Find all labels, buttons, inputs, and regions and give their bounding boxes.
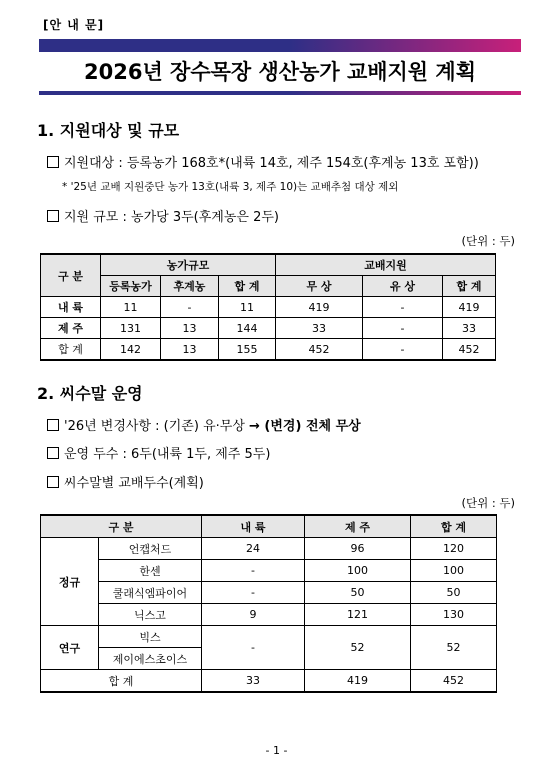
unit-label-1: (단위 : 두)	[461, 234, 515, 248]
subheader: 유 상	[363, 276, 443, 297]
support-scale-text: 지원 규모 : 농가당 3두(후계농은 2두)	[64, 210, 279, 225]
table-cell: 155	[219, 339, 276, 361]
table-cell: 452	[276, 339, 363, 361]
page-number: - 1 -	[265, 744, 288, 757]
header-jeju: 제 주	[305, 515, 411, 538]
table-row	[41, 560, 497, 582]
stallion-name: 쿨래식엠파이어	[99, 582, 202, 604]
table-cell: -	[161, 297, 219, 318]
support-target-text: 지원대상 : 등록농가 168호*(내륙 14호, 제주 154호(후계농 13호 포함))	[64, 156, 479, 171]
table-cell: 50	[411, 582, 497, 604]
table-cell: -	[202, 560, 305, 582]
plan-line	[47, 472, 204, 491]
header-division: 구 분	[41, 515, 202, 538]
operating-count-text: 운영 두수 : 6두(내륙 1두, 제주 5두)	[64, 447, 271, 462]
table-cell: 100	[411, 560, 497, 582]
unit-label-2: (단위 : 두)	[461, 496, 515, 510]
table-cell: -	[363, 318, 443, 339]
checkbox-square-icon	[47, 210, 59, 222]
table-cell: 33	[276, 318, 363, 339]
stallion-name: 한센	[99, 560, 202, 582]
checkbox-square-icon	[47, 156, 59, 168]
group-label-regular: 정규	[41, 538, 99, 626]
change-text: '26년 변경사항 : (기존) 유·무상	[64, 419, 250, 434]
support-scale-line	[47, 206, 279, 225]
subheader: 무 상	[276, 276, 363, 297]
stallion-name: 제이에스초이스	[99, 648, 202, 670]
table-cell: 142	[101, 339, 161, 361]
header-division: 구 분	[41, 254, 101, 297]
table-cell: 13	[161, 339, 219, 361]
checkbox-square-icon	[47, 447, 59, 459]
header-total: 합 계	[411, 515, 497, 538]
table-cell: 52	[305, 626, 411, 670]
section1-heading: 1. 지원대상 및 규모	[37, 121, 180, 140]
table-cell: 11	[219, 297, 276, 318]
table-cell: 11	[101, 297, 161, 318]
header-inland: 내 륙	[202, 515, 305, 538]
table-cell: 121	[305, 604, 411, 626]
table-cell: 100	[305, 560, 411, 582]
table-cell: 52	[411, 626, 497, 670]
table-cell: 419	[443, 297, 496, 318]
operating-count-line	[47, 443, 270, 462]
table-cell: 24	[202, 538, 305, 560]
plan-text: 씨수말별 교배두수(계획)	[64, 476, 204, 491]
stallion-name: 빅스	[99, 626, 202, 648]
group-label-research: 연구	[41, 626, 99, 670]
table-cell: -	[363, 297, 443, 318]
table-cell: 131	[101, 318, 161, 339]
table-cell: 452	[411, 670, 497, 693]
support-target-line	[47, 152, 479, 171]
stallion-breeding-table	[40, 514, 497, 693]
table-cell: 9	[202, 604, 305, 626]
subheader: 등록농가	[101, 276, 161, 297]
farm-support-table	[40, 253, 496, 361]
table-row	[41, 318, 496, 339]
table-cell: 419	[305, 670, 411, 693]
table-row	[41, 538, 497, 560]
table-cell: 120	[411, 538, 497, 560]
table-cell: 419	[276, 297, 363, 318]
checkbox-square-icon	[47, 419, 59, 431]
subheader: 합 계	[219, 276, 276, 297]
subheader: 합 계	[443, 276, 496, 297]
table-cell: 13	[161, 318, 219, 339]
change-line	[47, 415, 361, 434]
table-cell: 33	[202, 670, 305, 693]
table-row	[41, 297, 496, 318]
notice-label: [안 내 문]	[43, 18, 105, 32]
document-title: 2026년 장수목장 생산농가 교배지원 계획	[84, 60, 476, 84]
table-row	[41, 626, 497, 648]
table-total-row	[41, 339, 496, 361]
subheader: 후계농	[161, 276, 219, 297]
table-total-row	[41, 670, 497, 693]
row-label: 제 주	[41, 318, 101, 339]
table-cell: -	[202, 582, 305, 604]
table-cell: 144	[219, 318, 276, 339]
table-cell: 50	[305, 582, 411, 604]
stallion-name: 닉스고	[99, 604, 202, 626]
section2-heading: 2. 씨수말 운영	[37, 384, 143, 403]
table-cell: 33	[443, 318, 496, 339]
table-row	[41, 582, 497, 604]
row-label: 합 계	[41, 339, 101, 361]
header-farm-scale: 농가규모	[101, 254, 276, 276]
checkbox-square-icon	[47, 476, 59, 488]
table-cell: -	[363, 339, 443, 361]
table-cell: -	[202, 626, 305, 670]
change-text-bold: → (변경) 전체 무상	[249, 419, 361, 434]
table-cell: 452	[443, 339, 496, 361]
row-label: 내 륙	[41, 297, 101, 318]
row-label: 합 계	[41, 670, 202, 693]
stallion-name: 언캡처드	[99, 538, 202, 560]
header-breeding-support: 교배지원	[276, 254, 496, 276]
title-bar-top	[39, 39, 521, 52]
table-cell: 130	[411, 604, 497, 626]
footnote: * '25년 교배 지원중단 농가 13호(내륙 3, 제주 10)는 교배추첨 대상 제외	[62, 181, 399, 193]
table-row	[41, 604, 497, 626]
table-cell: 96	[305, 538, 411, 560]
title-bar-bottom	[39, 91, 521, 95]
